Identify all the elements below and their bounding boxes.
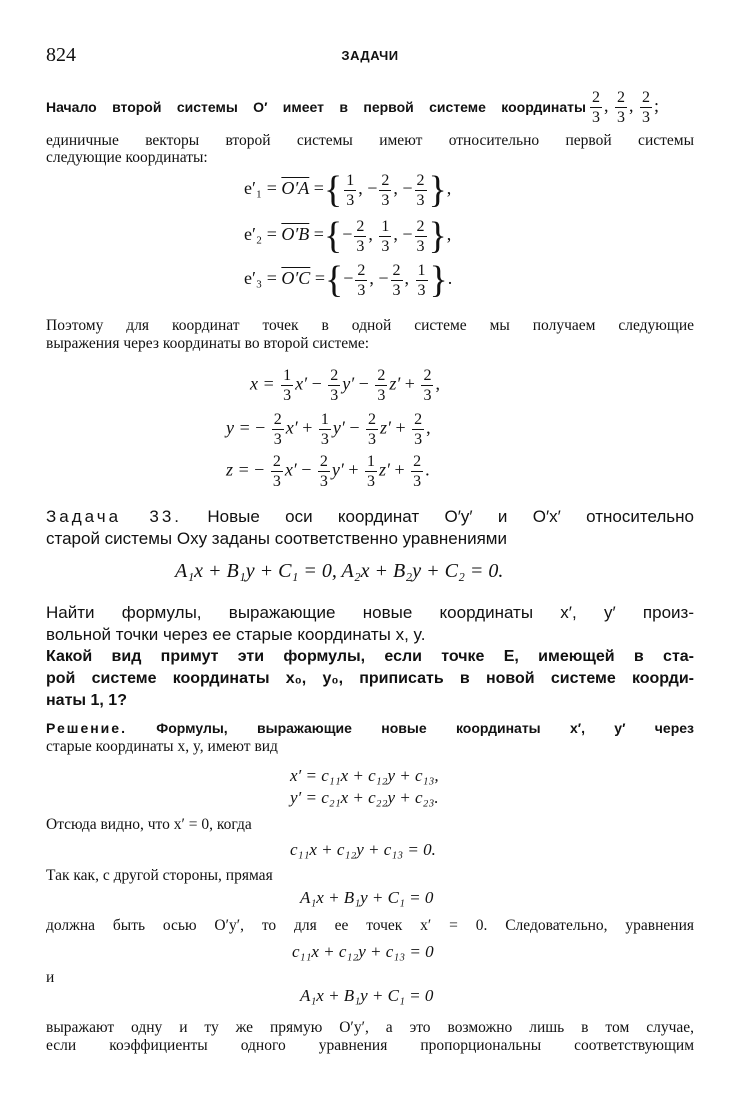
fraction [365, 452, 377, 491]
transform-row-0 [250, 366, 440, 405]
sign: − [342, 224, 353, 245]
numerator: 1 [367, 453, 375, 470]
fraction [272, 410, 284, 449]
denominator: 3 [272, 473, 281, 490]
sign: + [389, 459, 410, 480]
since-line: Так как, с другой стороны, прямая [46, 867, 273, 884]
equation-a-line1: A₁x + B₁y + C₁ = 0 [300, 888, 434, 907]
numerator: 2 [330, 367, 339, 384]
transform-row-1 [226, 410, 431, 449]
solution-text-line1: Формулы, выражающие новые координаты x′, y′ через [156, 720, 694, 736]
paragraph-therefore-line1: Поэтому для координат точек в одной системе мы получаем следующие [46, 317, 694, 334]
denominator: 3 [413, 473, 422, 490]
fraction [379, 217, 391, 256]
task-statement-line1: Новые оси координат O′y′ и O′x′ относительно [207, 507, 694, 526]
solution-line2: старые координаты x, y, имеют вид [46, 738, 278, 755]
fraction [391, 261, 403, 300]
fraction [375, 366, 387, 405]
comma: , [358, 178, 368, 199]
sign: + [390, 417, 411, 438]
end-punct: , [435, 373, 440, 394]
equals-sign: = [310, 268, 325, 289]
numerator: 2 [423, 367, 432, 384]
vector-name: O′A [281, 178, 310, 199]
numerator: 2 [357, 261, 366, 279]
numerator: 2 [367, 411, 376, 428]
and-line: и [46, 969, 55, 986]
fraction [328, 366, 340, 405]
origin-coordinates: $\frac{2}{3}$ , $\frac{2}{3}$ , $\frac{2}{3}$ ; [592, 89, 660, 126]
equals-sign: = [309, 178, 324, 199]
fraction [318, 452, 330, 491]
denominator: 3 [320, 431, 329, 448]
numerator: 2 [381, 171, 390, 189]
hence-line: Отсюда видно, что x′ = 0, когда [46, 816, 252, 833]
transform-lhs: y = [226, 417, 256, 438]
right-brace: } [429, 259, 448, 301]
variable: z′ [379, 459, 390, 480]
denominator: 3 [423, 387, 432, 404]
paragraph-origin-line3: следующие координаты: [46, 149, 208, 166]
denominator: 3 [416, 237, 425, 255]
equation-a-line2: A₁x + B₁y + C₁ = 0 [300, 986, 434, 1005]
numerator: 1 [283, 367, 292, 384]
vector-lhs: e′₁ = [244, 178, 282, 199]
equation-c-line1: c₁₁x + c₁₂y + c₁₃ = 0. [290, 840, 436, 859]
running-title: ЗАДАЧИ [341, 48, 399, 63]
question-line2: рой системе координаты x₀, y₀, приписать в новой системе коорди- [46, 670, 694, 687]
sign: + [343, 459, 363, 480]
denominator: 3 [346, 191, 355, 209]
comma: , [404, 268, 414, 289]
equals-sign: = [309, 224, 324, 245]
unit-vector-e3 [244, 258, 452, 302]
sign: − [354, 373, 374, 394]
end-punct: . [447, 268, 453, 289]
sign: + [400, 373, 420, 394]
end-punct: , [446, 224, 452, 245]
left-brace: { [323, 215, 343, 257]
solution-label: Решение. [46, 720, 127, 736]
page-number: 824 [46, 44, 76, 66]
numerator: 1 [320, 411, 329, 428]
vector-name: O′C [281, 268, 311, 289]
end-punct: , [446, 178, 452, 199]
sign: − [255, 417, 270, 438]
solution-equation-x: x′ = c₁₁x + c₁₂y + c₁₃, [290, 766, 439, 785]
denominator: 3 [381, 237, 390, 255]
must-be-axis-line: должна быть осью O′y′, то для ее точек x′ = 0. Следовательно, уравнения [46, 917, 694, 934]
sign: − [296, 459, 316, 480]
fraction [355, 261, 367, 300]
page-header [46, 44, 694, 74]
conclusion-line2: если коэффициенты одного уравнения пропорциональны соответствующим [46, 1037, 694, 1054]
sign: − [344, 417, 364, 438]
fraction [411, 452, 423, 491]
paragraph-therefore-line2: выражения через координаты во второй системе: [46, 335, 370, 352]
denominator: 3 [392, 281, 401, 299]
sign: + [297, 417, 317, 438]
fraction [366, 410, 378, 449]
denominator: 3 [273, 431, 282, 448]
fraction [319, 410, 331, 449]
vector-lhs: e′₂ = [244, 224, 282, 245]
fraction [379, 171, 391, 210]
end-punct: . [425, 459, 430, 480]
numerator: 2 [272, 453, 281, 470]
numerator: 1 [417, 261, 426, 279]
sign: − [402, 178, 413, 199]
numerator: 2 [413, 453, 422, 470]
denominator: 3 [357, 281, 366, 299]
task-equations: A₁x + B₁y + C₁ = 0, A₂x + B₂y + C₂ = 0. [175, 560, 504, 582]
fraction [421, 366, 433, 405]
conclusion-line1: выражают одну и ту же прямую O′y′, а это возможно лишь в том случае, [46, 1019, 694, 1036]
numerator: 2 [356, 217, 365, 235]
paragraph-origin-line2: единичные векторы второй системы имеют относительно первой системы [46, 132, 694, 149]
find-line1: Найти формулы, выражающие новые координаты x′, y′ произ- [46, 603, 694, 622]
transform-lhs: z = [226, 459, 255, 480]
fraction [415, 217, 427, 256]
question-line1: Какой вид примут эти формулы, если точке E, имеющей в ста- [46, 648, 694, 665]
denominator: 3 [283, 387, 292, 404]
numerator: 2 [392, 261, 401, 279]
vector-name: O′B [281, 224, 310, 245]
fraction [416, 261, 428, 300]
numerator: 1 [381, 217, 390, 235]
task-line1 [46, 505, 694, 528]
right-brace: } [428, 215, 447, 257]
unit-vector-e2 [244, 214, 451, 258]
denominator: 3 [417, 281, 426, 299]
variable: x′ [295, 373, 308, 394]
sign: − [402, 224, 413, 245]
variable: y′ [332, 417, 345, 438]
numerator: 2 [273, 411, 282, 428]
numerator: 2 [414, 411, 423, 428]
paragraph-origin-line1: Начало второй системы O′ имеет в первой системе координаты [46, 99, 586, 115]
sign: − [367, 178, 378, 199]
variable: x′ [285, 417, 298, 438]
right-brace: } [428, 169, 447, 211]
variable: z′ [379, 417, 391, 438]
denominator: 3 [414, 431, 423, 448]
left-brace: { [323, 169, 343, 211]
denominator: 3 [377, 387, 386, 404]
solution-equation-y: y′ = c₂₁x + c₂₂y + c₂₃. [290, 788, 439, 807]
numerator: 2 [416, 217, 425, 235]
variable: y′ [342, 373, 355, 394]
fraction [354, 217, 366, 256]
question-line3: наты 1, 1? [46, 692, 127, 709]
left-brace: { [324, 259, 344, 301]
numerator: 2 [377, 367, 386, 384]
find-line2: вольной точки через ее старые координаты x, y. [46, 625, 426, 644]
denominator: 3 [330, 387, 339, 404]
fraction [271, 452, 283, 491]
vector-lhs: e′₃ = [244, 268, 282, 289]
denominator: 3 [356, 237, 365, 255]
denominator: 3 [367, 431, 376, 448]
fraction [412, 410, 424, 449]
variable: x′ [284, 459, 297, 480]
denominator: 3 [416, 191, 425, 209]
variable: y′ [331, 459, 344, 480]
task-label: Задача 33. [46, 507, 182, 526]
numerator: 2 [416, 171, 425, 189]
numerator: 1 [346, 171, 355, 189]
denominator: 3 [367, 473, 375, 490]
numerator: 2 [319, 453, 328, 470]
fraction [415, 171, 427, 210]
denominator: 3 [381, 191, 390, 209]
sign: − [343, 268, 354, 289]
end-punct: , [426, 417, 431, 438]
comma: , [368, 224, 378, 245]
unit-vector-e1 [244, 168, 451, 212]
comma: , [393, 224, 403, 245]
sign: − [307, 373, 327, 394]
fraction [281, 366, 293, 405]
sign: − [378, 268, 389, 289]
solution-line1 [46, 719, 694, 738]
comma: , [393, 178, 403, 199]
comma: , [369, 268, 379, 289]
sign: − [254, 459, 269, 480]
variable: z′ [389, 373, 401, 394]
transform-row-2 [226, 452, 430, 491]
task-line2: старой системы Oxy заданы соответственно уравнениями [46, 529, 507, 548]
fraction [344, 171, 356, 210]
transform-lhs: x = [250, 373, 280, 394]
equation-c-line2: c₁₁x + c₁₂y + c₁₃ = 0 [292, 942, 434, 961]
denominator: 3 [319, 473, 328, 490]
